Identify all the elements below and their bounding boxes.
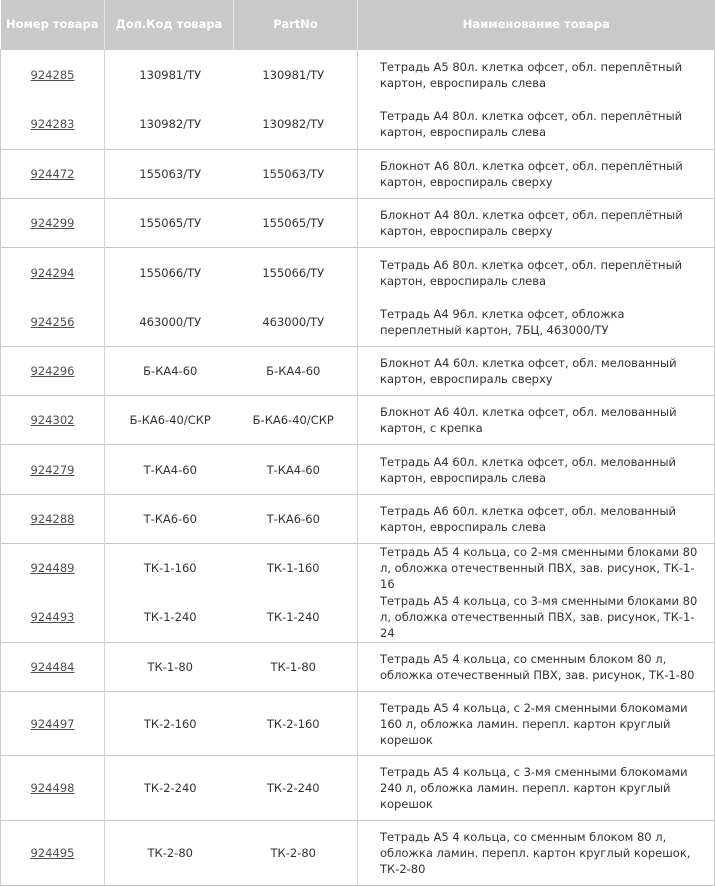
item-number-link[interactable]: 924472 (30, 167, 75, 181)
item-number-cell (1, 821, 105, 886)
table-row (1, 544, 715, 593)
table-row (1, 756, 715, 821)
part-number-cell: ТК-2-160 (234, 692, 358, 756)
table-row (1, 445, 715, 495)
extra-code-cell: Б-КА4-60 (105, 347, 234, 396)
product-name-text: Блокнот А6 40л. клетка офсет, обл. мелованный картон, с крепка (380, 405, 677, 435)
product-name-text: Тетрадь А5 4 кольца, со сменным блоком 80 л, обложка отечественный ПВХ, зав. рисунок, ТК-1-80 (380, 652, 695, 682)
item-number-cell (1, 544, 105, 593)
product-name-text: Тетрадь А6 80л. клетка офсет, обл. переплётный картон, евроспираль слева (380, 257, 683, 288)
product-name-text: Тетрадь А4 60л. клетка офсет, обл. мелованный картон, евроспираль слева (380, 454, 677, 485)
extra-code-cell: Т-КА6-60 (105, 495, 234, 544)
item-number-link[interactable]: 924299 (30, 216, 75, 230)
table-header-row (1, 0, 715, 50)
product-name-text: Блокнот А4 80л. клетка офсет, обл. переплётный картон, евроспираль сверху (380, 208, 683, 238)
product-name-text: Тетрадь А5 4 кольца, с 2-мя сменными блокомами 160 л, обложка ламин. перепл. картон круглый корешок (380, 700, 688, 747)
part-number-cell: 130982/ТУ (262, 117, 325, 132)
item-number-link[interactable]: 924302 (30, 413, 75, 427)
part-number-cell: Б-КА6-40/СКР (234, 396, 358, 445)
product-name-cell (358, 396, 715, 445)
item-number-cell (1, 100, 105, 150)
item-number-cell (1, 347, 105, 396)
item-number-link[interactable]: 924498 (30, 781, 75, 795)
part-number-cell: 155066/ТУ (234, 248, 358, 298)
part-number-cell: ТК-1-80 (234, 643, 358, 692)
table-row (1, 248, 715, 298)
item-number-cell (1, 643, 105, 692)
part-number-cell: Б-КА4-60 (234, 347, 358, 396)
product-name-text: Тетрадь А6 60л. клетка офсет, обл. мелованный картон, евроспираль слева (380, 504, 677, 534)
table-body (1, 50, 715, 886)
product-name-cell (358, 298, 715, 347)
table-row (1, 643, 715, 692)
product-name-cell (358, 593, 715, 643)
table-row (1, 495, 715, 544)
item-number-link[interactable]: 924296 (30, 364, 75, 378)
product-name-text: Блокнот А6 80л. клетка офсет, обл. переплётный картон, евроспираль сверху (380, 159, 683, 189)
item-number-cell (1, 692, 105, 756)
part-number-cell: Т-КА6-60 (234, 495, 358, 544)
extra-code-cell: ТК-1-240 (143, 610, 197, 625)
item-number-cell (1, 396, 105, 445)
table-row (1, 50, 715, 100)
product-name-cell (358, 50, 715, 100)
item-number-cell (1, 50, 105, 100)
product-name-text: Тетрадь А5 80л. клетка офсет, обл. переплётный картон, евроспираль слева (380, 59, 683, 90)
product-name-text: Тетрадь А4 80л. клетка офсет, обл. переплётный картон, евроспираль слева (380, 109, 683, 140)
header-product-name: Наименование товара (358, 0, 715, 50)
item-number-link[interactable]: 924279 (30, 462, 75, 477)
product-name-cell (358, 100, 715, 150)
extra-code-cell: Б-КА6-40/СКР (105, 396, 234, 445)
item-number-cell (1, 150, 105, 199)
header-part-number: PartNo (234, 0, 358, 50)
item-number-cell (1, 593, 105, 643)
table-row (1, 347, 715, 396)
product-name-cell (358, 821, 715, 886)
part-number-cell: ТК-2-80 (234, 821, 358, 886)
product-name-text: Тетрадь А4 96л. клетка офсет, обложка переплетный картон, 7БЦ, 463000/ТУ (380, 306, 625, 337)
item-number-link[interactable]: 924294 (30, 265, 75, 280)
item-number-cell (1, 756, 105, 821)
item-number-link[interactable]: 924288 (30, 512, 75, 526)
product-name-cell (358, 544, 715, 593)
product-name-text: Тетрадь А5 4 кольца, с 3-мя сменными блокомами 240 л, обложка ламин. перепл. картон круглый корешок (380, 765, 688, 811)
header-item-number: Номер товара (1, 0, 105, 50)
table-row (1, 692, 715, 756)
item-number-link[interactable]: 924283 (30, 117, 75, 132)
part-number-cell: 463000/ТУ (262, 314, 325, 329)
item-number-cell (1, 298, 105, 347)
extra-code-cell: ТК-2-160 (105, 692, 234, 756)
extra-code-cell: 130982/ТУ (139, 117, 202, 132)
table-row (1, 150, 715, 199)
product-name-text: Тетрадь А5 4 кольца, со сменным блоком 80 л, обложка ламин. перепл. картон круглый корешок, ТК-2-80 (380, 830, 691, 876)
item-number-link[interactable]: 924493 (30, 610, 75, 625)
part-number-cell: 155065/ТУ (234, 199, 358, 248)
item-number-link[interactable]: 924497 (30, 716, 75, 731)
part-number-cell: ТК-1-160 (234, 544, 358, 593)
product-name-cell (358, 150, 715, 199)
table-row (1, 821, 715, 886)
extra-code-cell: 155066/ТУ (105, 248, 234, 298)
extra-code-cell: ТК-2-240 (105, 756, 234, 821)
header-extra-code: Доп.Код товара (105, 0, 234, 50)
product-name-cell (358, 495, 715, 544)
item-number-link[interactable]: 924285 (30, 67, 75, 82)
product-name-cell (358, 199, 715, 248)
product-name-cell (358, 692, 715, 756)
table-row (1, 298, 715, 347)
extra-code-cell: Т-КА4-60 (105, 445, 234, 495)
item-number-cell (1, 248, 105, 298)
extra-code-cell: ТК-1-80 (105, 643, 234, 692)
product-name-cell (358, 445, 715, 495)
item-number-cell (1, 199, 105, 248)
item-number-link[interactable]: 924484 (30, 660, 75, 674)
product-name-text: Тетрадь А5 4 кольца, со 2-мя сменными блоками 80 л, обложка отечественный ПВХ, зав. рисунок, ТК-1-16 (380, 545, 698, 592)
part-number-cell: ТК-1-240 (266, 610, 320, 625)
table-row (1, 396, 715, 445)
extra-code-cell: ТК-2-80 (105, 821, 234, 886)
part-number-cell: 155063/ТУ (234, 150, 358, 199)
item-number-link[interactable]: 924256 (30, 314, 75, 329)
part-number-cell: Т-КА4-60 (234, 445, 358, 495)
item-number-cell (1, 495, 105, 544)
product-name-text: Тетрадь А5 4 кольца, со 3-мя сменными блоками 80 л, обложка отечественный ПВХ, зав. рисунок, ТК-1-24 (380, 594, 698, 641)
product-name-cell (358, 347, 715, 396)
table-row (1, 199, 715, 248)
item-number-link[interactable]: 924495 (30, 846, 75, 860)
extra-code-cell: ТК-1-160 (105, 544, 234, 593)
extra-code-cell: 155063/ТУ (105, 150, 234, 199)
table-row (1, 100, 715, 150)
product-name-text: Блокнот А4 60л. клетка офсет, обл. мелованный картон, евроспираль сверху (380, 356, 677, 386)
product-name-cell (358, 248, 715, 298)
part-number-cell: ТК-2-240 (234, 756, 358, 821)
item-number-link[interactable]: 924489 (30, 561, 75, 576)
part-number-cell: 130981/ТУ (234, 50, 358, 100)
product-name-cell (358, 756, 715, 821)
table-row (1, 593, 715, 643)
extra-code-cell: 155065/ТУ (105, 199, 234, 248)
product-name-cell (358, 643, 715, 692)
item-number-cell (1, 445, 105, 495)
extra-code-cell: 463000/ТУ (139, 314, 202, 329)
extra-code-cell: 130981/ТУ (105, 50, 234, 100)
